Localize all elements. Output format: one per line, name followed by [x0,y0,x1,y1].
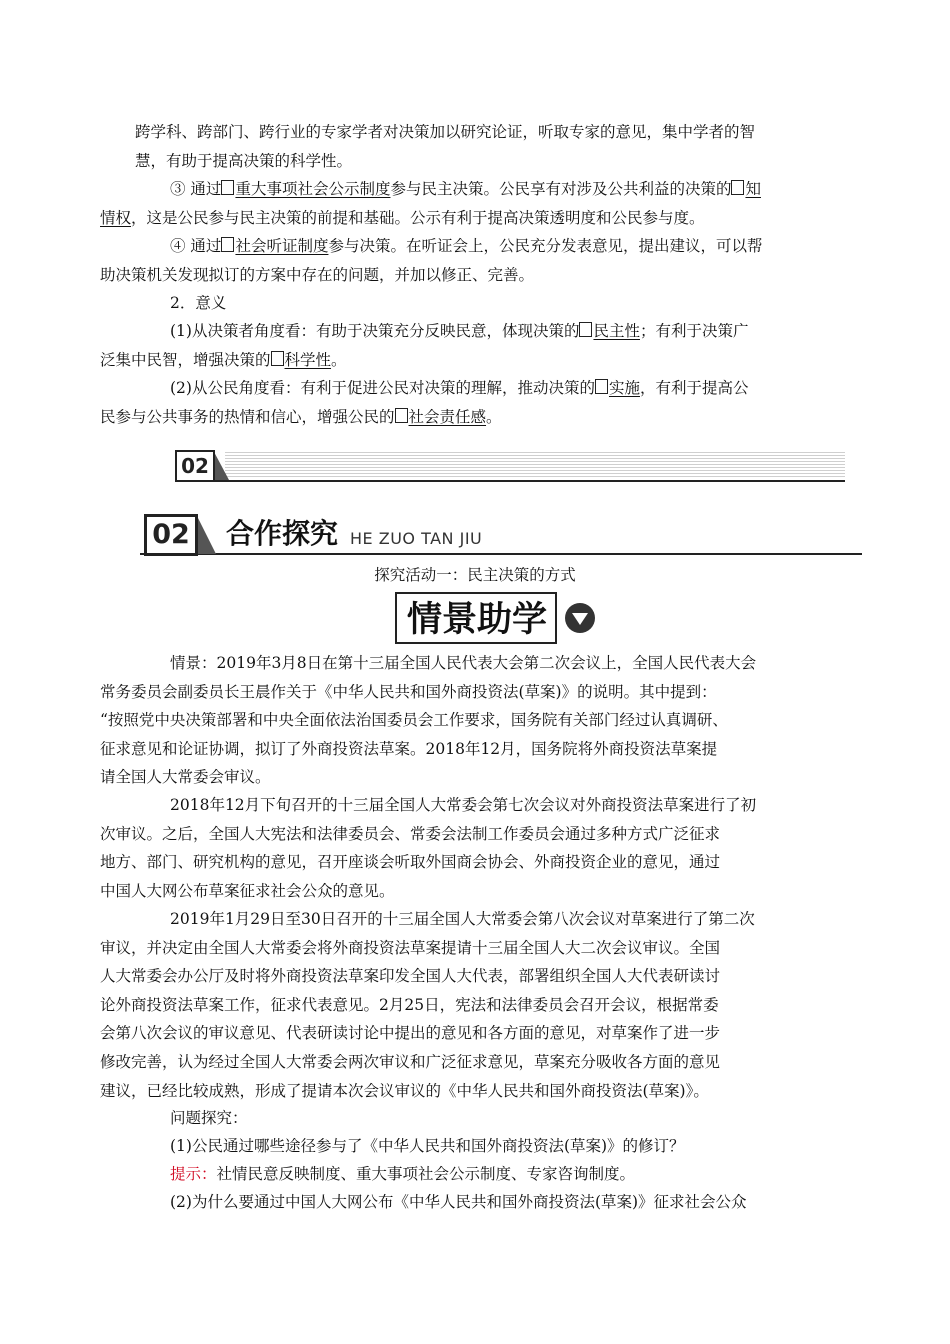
text-run: (1)从决策者角度看：有助于决策充分反映民意，体现决策的 [170,322,580,340]
underlined-answer: 民主性 [593,322,640,340]
section-banner [140,512,862,558]
text-line: 常务委员会副委员长王晨作关于《中华人民共和国外商投资法(草案)》的说明。其中提到： [100,682,717,701]
text-run: 。 [331,350,347,369]
paragraph-decision-maker [100,317,825,374]
activity-title: 探究活动一：民主决策的方式 [374,566,576,584]
underlined-answer: 重大事项社会公示制度 [235,180,391,198]
text-run: 参与民主决策。公民享有对涉及公共利益的决策的 [390,180,732,198]
text-line: 建议，已经比较成熟，形成了提请本次会议审议的《中华人民共和国外商投资法(草案)》。 [100,1081,709,1100]
text-run: ④ 通过 [170,237,222,255]
paragraph-continuation [135,118,825,175]
underlined-answer: 社会责任感 [408,407,487,426]
text-line: 慧，有助于提高决策的科学性。 [135,151,353,170]
blank-box-icon [395,408,408,423]
section-banner-small [175,448,845,484]
text-run: 参与决策。在听证会上，公民充分发表意见，提出建议，可以帮 [328,237,763,255]
text-run: 。 [486,407,502,426]
text-line: 次审议。之后，全国人大宪法和法律委员会、常委会法制工作委员会通过多种方式广泛征求 [100,824,721,843]
underlined-answer: 社会听证制度 [235,237,329,255]
text-line: 修改完善，认为经过全国人大常委会两次审议和广泛征求意见，草案充分吸收各方面的意见 [100,1052,721,1071]
banner-stripes [225,452,845,478]
hint-text: 社情民意反映制度、重大事项社会公示制度、专家咨询制度。 [216,1165,636,1183]
text-line: 征求意见和论证协调，拟订了外商投资法草案。2018年12月，国务院将外商投资法草案提 [100,739,718,758]
paragraph-public-notice [100,175,825,232]
text-run: ；有利于决策广 [639,322,749,340]
paragraph-scene-3 [100,905,825,1105]
blank-box-icon [221,237,234,252]
text-line: 2019年1月29日至30日召开的十三届全国人大常委会第八次会议对草案进行了第二次 [170,910,755,928]
text-run: 泛集中民智，增强决策的 [100,350,271,369]
banner-triangle-icon [213,450,229,480]
section-number: 02 [175,450,215,482]
text-line: 请全国人大常委会审议。 [100,768,271,787]
section-title: 合作探究 [226,517,339,550]
paragraph-hearing [100,232,825,289]
text-line: 会第八次会议的审议意见、代表研读讨论中提出的意见和各方面的意见，对草案作了进一步 [100,1024,721,1043]
blank-box-icon [731,180,744,195]
blank-box-icon [579,322,592,337]
text-run: (2)从公民角度看：有利于促进公民对决策的理解，推动决策的 [170,379,595,397]
text-line: 中国人大网公布草案征求社会公众的意见。 [100,881,395,900]
text-line: 2018年12月下旬召开的十三届全国人大常委会第七次会议对外商投资法草案进行了初 [170,796,757,814]
text-run: ③ 通过 [170,180,222,198]
heading-significance: 2．意义 [170,294,227,312]
paragraph-scene-1 [100,649,825,792]
text-line: 审议，并决定由全国人大常委会将外商投资法草案提请十三届全国人大二次会议审议。全国 [100,938,721,957]
blank-box-icon [595,379,608,394]
banner-triangle-icon [196,514,216,554]
underlined-answer: 情权 [100,208,132,227]
paragraph-citizen [100,374,825,431]
text-line: 情景：2019年3月8日在第十三届全国人民代表大会第二次会议上，全国人民代表大会 [170,654,757,672]
text-line: 人大常委会办公厅及时将外商投资法草案印发全国人大代表，部署组织全国人大代表研读讨 [100,967,721,986]
question-2: (2)为什么要通过中国人大网公布《中华人民共和国外商投资法(草案)》征求社会公众 [170,1193,747,1211]
text-run: ，这是公民参与民主决策的前提和基础。公示有利于提高决策透明度和公民参与度。 [131,208,705,227]
hint-answer [135,1160,825,1189]
paragraph-scene-2 [100,791,825,905]
blank-box-icon [221,180,234,195]
underlined-answer: 科学性 [284,350,332,369]
underlined-answer: 知 [745,180,761,198]
question-heading: 问题探究： [170,1109,248,1127]
text-line: 助决策机关发现拟订的方案中存在的问题，并加以修正、完善。 [100,265,535,284]
banner-rule [175,480,845,482]
text-run: 民参与公共事务的热情和信心，增强公民的 [100,407,395,426]
section-subtitle: HE ZUO TAN JIU [350,529,483,548]
blank-box-icon [271,351,284,366]
text-line: 地方、部门、研究机构的意见，召开座谈会听取外国商会协会、外商投资企业的意见，通过 [100,853,721,872]
underlined-answer: 实施 [608,379,640,397]
scene-label-box: 情景助学 [395,592,557,644]
down-triangle-icon [565,603,595,633]
hint-label: 提示： [170,1165,217,1183]
section-number: 02 [144,514,198,556]
text-line: 跨学科、跨部门、跨行业的专家学者对决策加以研究论证，听取专家的意见，集中学者的智 [135,123,756,141]
text-line: 论外商投资法草案工作，征求代表意见。2月25日，宪法和法律委员会召开会议，根据常委 [100,995,719,1014]
question-1: (1)公民通过哪些途径参与了《中华人民共和国外商投资法(草案)》的修订？ [170,1137,685,1155]
text-line: “按照党中央决策部署和中央全面依法治国委员会工作要求，国务院有关部门经过认真调研、 [100,711,728,730]
text-run: ，有利于提高公 [639,379,749,397]
